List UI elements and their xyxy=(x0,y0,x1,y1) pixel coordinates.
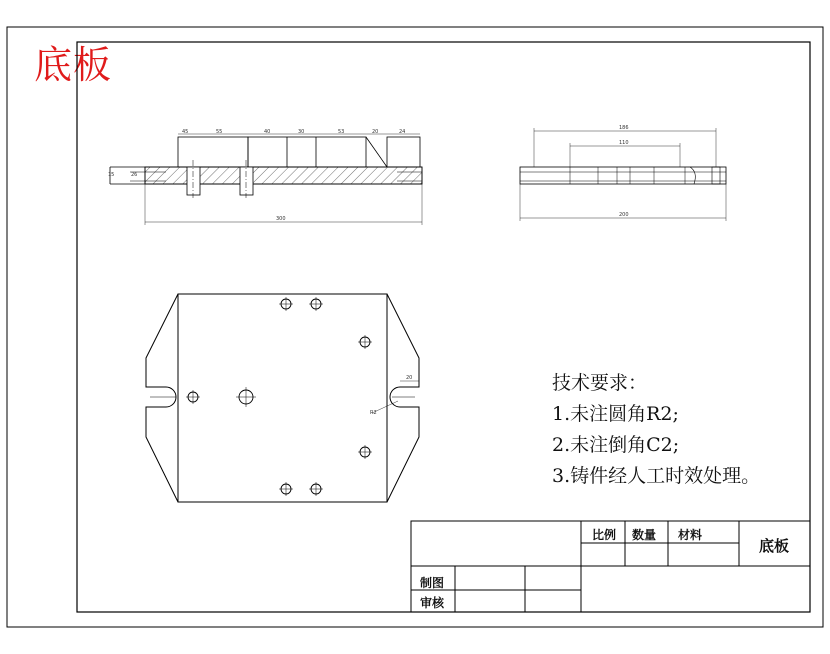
note-item: 3.铸件经人工时效处理。 xyxy=(552,465,761,487)
dim-label: R2 xyxy=(370,410,377,416)
quantity-label: 数量 xyxy=(632,528,657,542)
dim-label: 186 xyxy=(619,125,629,131)
scale-label: 比例 xyxy=(592,528,617,542)
dim-label: 200 xyxy=(619,212,629,218)
plan-holes xyxy=(150,297,419,496)
notes-heading: 技术要求： xyxy=(552,372,648,394)
side-dimension-labels xyxy=(619,125,629,218)
dim-label: 24 xyxy=(399,129,406,135)
part-name: 底板 xyxy=(759,537,790,555)
drawing-title-red: 底板 xyxy=(34,43,113,87)
plan-view xyxy=(146,294,419,502)
dim-label: 55 xyxy=(216,129,223,135)
dim-label: 15 xyxy=(108,172,115,178)
dim-label: 30 xyxy=(298,129,305,135)
drawn-by-label: 制图 xyxy=(420,576,445,590)
dim-label: 40 xyxy=(264,129,271,135)
technical-requirements xyxy=(552,368,760,492)
note-item: 1.未注圆角R2; xyxy=(552,403,679,425)
dim-label: 300 xyxy=(276,216,286,222)
front-section-view xyxy=(110,134,422,225)
dim-label: 20 xyxy=(372,129,379,135)
dim-label: 53 xyxy=(338,129,345,135)
note-item: 2.未注倒角C2; xyxy=(552,434,680,456)
material-label: 材料 xyxy=(678,528,703,542)
dim-label: 26 xyxy=(131,172,138,178)
dim-label: 110 xyxy=(619,140,629,146)
dim-label: 45 xyxy=(182,129,189,135)
checked-by-label: 审核 xyxy=(420,596,445,610)
dim-label: 20 xyxy=(406,375,413,381)
